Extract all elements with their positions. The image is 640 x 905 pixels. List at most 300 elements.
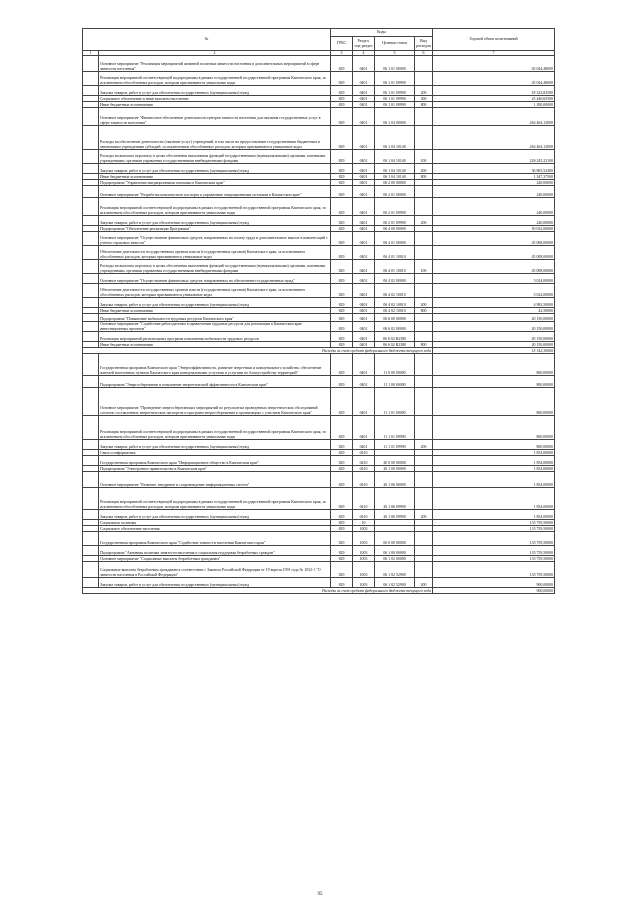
row-expense-type [415, 108, 433, 126]
row-sum: 1 347,37500 [433, 174, 555, 180]
row-num-cell [83, 488, 99, 510]
row-name: Иные бюджетные ассигнования [99, 308, 331, 314]
row-target-article: 20 1 06 09990 [375, 510, 415, 520]
table-row [83, 388, 555, 416]
table-row [83, 562, 555, 578]
row-grbs: 829 [331, 578, 353, 588]
row-target-article: 06 4 01 10010 [375, 246, 415, 260]
row-sum: 1 854,00000 [433, 488, 555, 510]
row-name: Иные бюджетные ассигнования [99, 342, 331, 348]
row-sum: 45 044,48000 [433, 56, 555, 72]
table-row [83, 298, 555, 308]
row-sum: 25 440,65500 [433, 96, 555, 102]
row-name: Закупка товаров, работ и услуг для обеспечения государственных (муниципальных) нужд [99, 86, 331, 96]
row-target-article: 06 1 01 09990 [375, 86, 415, 96]
row-grbs: 829 [331, 86, 353, 96]
row-num-cell [83, 376, 99, 388]
row-target-article: 20 1 06 09990 [375, 488, 415, 510]
row-razdel: 0401 [353, 260, 375, 274]
header-num: № [83, 29, 331, 51]
row-sum: 1 854,00000 [433, 466, 555, 472]
row-sum: 42,50000 [433, 308, 555, 314]
row-razdel: 0401 [353, 274, 375, 284]
row-razdel: 0401 [353, 322, 375, 332]
row-name: Иные бюджетные ассигнования [99, 174, 331, 180]
row-expense-type: 200 [415, 510, 433, 520]
row-num-cell [83, 354, 99, 376]
row-sum: 240,00000 [433, 180, 555, 186]
row-grbs: 829 [331, 546, 353, 556]
row-name: Государственная программа Камчатского края "Информационное общество в Камчатском крае" [99, 456, 331, 466]
row-name: Расходы на выплаты персоналу в целях обеспечения выполнения функций государственными (муниципальными) органами, казенными учреждениями, органами управления государственными внебюджетными фондами [99, 260, 331, 274]
row-target-article: 06 1 01 09990 [375, 96, 415, 102]
row-sum: 800,00000 [433, 440, 555, 450]
row-grbs: 829 [331, 532, 353, 546]
row-sum: 135 759,50000 [433, 526, 555, 532]
table-row [83, 108, 555, 126]
row-sum: 1 854,00000 [433, 510, 555, 520]
row-grbs: 829 [331, 562, 353, 578]
row-razdel: 0410 [353, 466, 375, 472]
row-target-article: 06 1 02 52900 [375, 578, 415, 588]
row-grbs: 829 [331, 246, 353, 260]
page-number: 95 [317, 892, 323, 897]
row-num-cell [83, 322, 99, 332]
row-num-cell [83, 260, 99, 274]
row-grbs: 829 [331, 198, 353, 216]
row-num-cell [83, 126, 99, 150]
row-name: Закупка товаров, работ и услуг для обеспечения государственных (муниципальных) нужд [99, 440, 331, 450]
row-name: Закупка товаров, работ и услуг для обеспечения государственных (муниципальных) нужд [99, 164, 331, 174]
table-header [83, 29, 555, 56]
row-sum: 135 759,50000 [433, 532, 555, 546]
row-sum: 45 008,00000 [433, 246, 555, 260]
row-target-article: 06 0 00 00000 [375, 532, 415, 546]
row-name: Государственная программа Камчатского края "Энергоэффективность, развитие энергетики и коммунального хозяйства, обеспечение жителей населенных пунктов Камчатского края коммунальными услугами и услугами по благоустройству территорий" [99, 354, 331, 376]
row-grbs: 829 [331, 174, 353, 180]
row-expense-type: 100 [415, 260, 433, 274]
row-target-article: 06 2 01 00000 [375, 186, 415, 198]
row-expense-type [415, 562, 433, 578]
row-razdel: 0401 [353, 126, 375, 150]
row-expense-type: 800 [415, 102, 433, 108]
row-grbs: 829 [331, 274, 353, 284]
row-target-article: 06 6 00 00000 [375, 314, 415, 322]
row-name: Подпрограмма "Активная политика занятости населения и социальная поддержка безработных граждан" [99, 546, 331, 556]
row-expense-type [415, 376, 433, 388]
row-grbs: 829 [331, 308, 353, 314]
row-grbs: 829 [331, 556, 353, 562]
row-name: Основное мероприятие "Реализация мероприятий активной политики занятости населения и дополнительных мероприятий в сфере занятости населения" [99, 56, 331, 72]
table-row [83, 246, 555, 260]
row-expense-type [415, 456, 433, 466]
row-sum: 1 854,00000 [433, 450, 555, 456]
row-name: Основное мероприятие "Финансовое обеспечение деятельности центров занятости населения для оказания государственных услуг в сфере занятости населения" [99, 108, 331, 126]
row-expense-type: 800 [415, 174, 433, 180]
row-grbs: 829 [331, 332, 353, 342]
row-razdel: 0401 [353, 376, 375, 388]
row-grbs: 829 [331, 472, 353, 488]
row-name: Обеспечение деятельности государственных органов власти (государственных органов) Камчатского края, за исключением обособленных расходов, которым присваиваются уникальные коды [99, 284, 331, 298]
row-target-article: 06 4 02 10010 [375, 284, 415, 298]
row-sum: 5 024,00000 [433, 274, 555, 284]
row-razdel: 1003 [353, 526, 375, 532]
row-target-article: 11 1 01 09990 [375, 416, 415, 440]
row-expense-type [415, 274, 433, 284]
row-target-article: 06 2 00 00000 [375, 180, 415, 186]
row-target-article: 06 1 01 09990 [375, 102, 415, 108]
row-expense-type [415, 416, 433, 440]
table-row [83, 86, 555, 96]
row-expense-type: 800 [415, 308, 433, 314]
table-row [83, 186, 555, 198]
row-name: Реализация мероприятий региональных программ повышения мобильности трудовых ресурсов [99, 332, 331, 342]
row-num-cell [83, 108, 99, 126]
row-razdel: 0401 [353, 72, 375, 86]
note-sum: 15 142,30000 [433, 348, 555, 354]
row-grbs: 829 [331, 520, 353, 526]
row-sum: 240,00000 [433, 198, 555, 216]
row-name: Связь и информатика [99, 450, 331, 456]
row-grbs: 829 [331, 526, 353, 532]
row-num-cell [83, 274, 99, 284]
row-num-cell [83, 56, 99, 72]
row-sum: 264 464,12000 [433, 126, 555, 150]
row-name: Реализация мероприятий соответствующей подпрограммы в рамках государственной государственной программы Камчатского края, за исключением обособленных расходов, которым присваиваются уникальные коды [99, 416, 331, 440]
row-grbs: 829 [331, 226, 353, 232]
row-name: Закупка товаров, работ и услуг для обеспечения государственных (муниципальных) нужд [99, 298, 331, 308]
row-sum: 135 759,50000 [433, 520, 555, 526]
row-razdel: 0410 [353, 510, 375, 520]
row-razdel: 0401 [353, 96, 375, 102]
row-num-cell [83, 246, 99, 260]
row-razdel: 0410 [353, 488, 375, 510]
table-row [83, 126, 555, 150]
row-expense-type [415, 186, 433, 198]
row-razdel: 0410 [353, 472, 375, 488]
table-row [83, 150, 555, 164]
table-row [83, 260, 555, 274]
row-expense-type [415, 126, 433, 150]
table-row [83, 232, 555, 246]
index-cell: 6 [415, 51, 433, 56]
row-expense-type [415, 332, 433, 342]
row-num-cell [83, 150, 99, 164]
row-grbs: 829 [331, 450, 353, 456]
row-razdel: 0401 [353, 342, 375, 348]
row-num-cell [83, 298, 99, 308]
row-num-cell [83, 388, 99, 416]
row-sum: 45 008,00000 [433, 232, 555, 246]
row-razdel: 0410 [353, 450, 375, 456]
row-num-cell [83, 578, 99, 588]
row-razdel: 1003 [353, 556, 375, 562]
table-row [83, 198, 555, 216]
row-razdel: 0401 [353, 246, 375, 260]
row-sum: 1 854,00000 [433, 472, 555, 488]
row-name: Иные бюджетные ассигнования [99, 102, 331, 108]
row-sum: 240,00000 [433, 216, 555, 226]
table-row [83, 322, 555, 332]
row-razdel: 0401 [353, 332, 375, 342]
row-expense-type [415, 314, 433, 322]
row-name: Подпрограмма "Электронное правительство в Камчатском крае" [99, 466, 331, 472]
row-expense-type: 200 [415, 578, 433, 588]
row-razdel: 0401 [353, 298, 375, 308]
header-vr: Вид расходов [415, 37, 433, 51]
row-target-article: 06 6 02 R2380 [375, 342, 415, 348]
row-target-article: 06 4 01 00000 [375, 232, 415, 246]
row-grbs: 829 [331, 388, 353, 416]
row-grbs: 829 [331, 96, 353, 102]
row-name: Социальное обеспечение населения [99, 526, 331, 532]
table-row [83, 274, 555, 284]
row-sum: 20 150,00000 [433, 342, 555, 348]
federal-budget-note-row [83, 588, 555, 594]
row-sum: 900,00000 [433, 578, 555, 588]
row-expense-type: 200 [415, 216, 433, 226]
row-sum: 5 024,00000 [433, 284, 555, 298]
row-sum: 45 044,48000 [433, 72, 555, 86]
row-name: Основное мероприятие "Разработка комплексного паспорта к управлению миграционными потоками в Камчатском крае" [99, 186, 331, 198]
header-cs: Целевая статья [375, 37, 415, 51]
row-razdel: 10 [353, 520, 375, 526]
row-name: Социальная политика [99, 520, 331, 526]
row-name: Государственная программа Камчатского края "Содействие занятости населения Камчатского края" [99, 532, 331, 546]
row-razdel: 0401 [353, 150, 375, 164]
row-target-article: 06 6 02 R2380 [375, 332, 415, 342]
row-name: Реализация мероприятий соответствующей подпрограммы в рамках государственной государственной программы Камчатского края, за исключением обособленных расходов, которым присваиваются уникальные коды [99, 72, 331, 86]
row-expense-type: 100 [415, 150, 433, 164]
row-expense-type [415, 472, 433, 488]
table-row [83, 56, 555, 72]
row-num-cell [83, 332, 99, 342]
row-expense-type [415, 532, 433, 546]
row-razdel: 0401 [353, 108, 375, 126]
row-razdel: 1003 [353, 546, 375, 556]
row-razdel: 0401 [353, 308, 375, 314]
row-name: Обеспечение деятельности государственных органов власти (государственных органов) Камчатского края, за исключением обособленных расходов, которым присваиваются уникальные коды [99, 246, 331, 260]
row-razdel: 0401 [353, 174, 375, 180]
row-name: Социальное обеспечение и иные выплаты населению [99, 96, 331, 102]
row-target-article: 11 1 01 09990 [375, 440, 415, 450]
row-expense-type: 200 [415, 440, 433, 450]
index-cell: 5 [375, 51, 415, 56]
row-grbs: 829 [331, 232, 353, 246]
row-name: Подпрограмма "Управление миграционными потоками в Камчатском крае" [99, 180, 331, 186]
row-razdel: 0401 [353, 226, 375, 232]
row-sum: 226 245,22100 [433, 150, 555, 164]
row-sum: 4 982,50000 [433, 298, 555, 308]
row-grbs: 829 [331, 284, 353, 298]
row-razdel: 0401 [353, 416, 375, 440]
row-grbs: 829 [331, 440, 353, 450]
row-razdel: 0401 [353, 354, 375, 376]
row-target-article: 06 1 04 00000 [375, 108, 415, 126]
row-expense-type: 200 [415, 298, 433, 308]
index-cell: 7 [433, 51, 555, 56]
table-row [83, 488, 555, 510]
row-grbs: 829 [331, 314, 353, 322]
row-name: Расходы на обеспечение деятельности (оказание услуг) учреждений, в том числе на предоставление государственным бюджетным и автономным учреждениям субсидий, за исключением обособленных расходов, которым присваиваются уникальные коды [99, 126, 331, 150]
row-grbs: 829 [331, 376, 353, 388]
row-sum: 800,00000 [433, 388, 555, 416]
row-razdel: 0401 [353, 314, 375, 322]
row-expense-type [415, 56, 433, 72]
row-name: Основное мероприятие "Проведение энергосберегающих мероприятий по результатам проведенных энергетических обследований согласно составленных энергетических паспортов и программ энергосбережения в организациях с участием Камчатского края" [99, 388, 331, 416]
row-razdel: 0401 [353, 284, 375, 298]
row-target-article: 06 1 00 00000 [375, 546, 415, 556]
row-grbs: 829 [331, 164, 353, 174]
row-grbs: 829 [331, 298, 353, 308]
table-row [83, 472, 555, 488]
row-target-article: 06 1 04 10140 [375, 164, 415, 174]
header-grbs: ГРБС [331, 37, 353, 51]
note-sum: 900,00000 [433, 588, 555, 594]
row-name: Подпрограмма "Обеспечение реализации Программы" [99, 226, 331, 232]
row-grbs: 829 [331, 102, 353, 108]
row-target-article: 06 4 01 10010 [375, 260, 415, 274]
row-target-article: 06 1 04 10140 [375, 126, 415, 150]
row-name: Основное мероприятие "Осуществление финансовых средств, направленных на оплату труда и дополнительных выплат в компенсаций с учетом страховых взносов" [99, 232, 331, 246]
row-sum: 20 150,00000 [433, 332, 555, 342]
row-expense-type [415, 546, 433, 556]
budget-sheet [82, 28, 554, 594]
row-expense-type [415, 388, 433, 416]
row-target-article: 06 1 01 09990 [375, 72, 415, 86]
table-row [83, 354, 555, 376]
table-row [83, 332, 555, 342]
row-num-cell [83, 440, 99, 450]
row-num-cell [83, 72, 99, 86]
row-num-cell [83, 86, 99, 96]
table-row [83, 284, 555, 298]
row-num-cell [83, 232, 99, 246]
row-expense-type: 800 [415, 342, 433, 348]
header-razdel: Раздел, под-раздел [353, 37, 375, 51]
table-row [83, 456, 555, 466]
row-sum: 1 854,00000 [433, 456, 555, 466]
index-cell: 4 [353, 51, 375, 56]
row-target-article: 11 1 00 00000 [375, 376, 415, 388]
row-expense-type [415, 354, 433, 376]
row-name: Социальные выплаты безработным гражданам в соответствии с Законом Российской Федерации от 19 апреля 1991 года № 1032-1 "О занятости населения в Российской Федерации" [99, 562, 331, 578]
table-row [83, 72, 555, 86]
row-grbs: 829 [331, 354, 353, 376]
row-razdel: 0401 [353, 186, 375, 198]
row-expense-type [415, 232, 433, 246]
row-grbs: 829 [331, 150, 353, 164]
row-expense-type: 300 [415, 96, 433, 102]
row-razdel: 0410 [353, 456, 375, 466]
row-razdel: 0401 [353, 56, 375, 72]
row-name: Подпрограмма "Энергосбережение и повышение энергетической эффективности в Камчатском крае" [99, 376, 331, 388]
row-target-article: 06 1 04 10140 [375, 174, 415, 180]
note-text: Расходы за счет средств федерального бюджета текущего года [83, 348, 433, 354]
index-cell: 3 [331, 51, 353, 56]
row-expense-type: 200 [415, 86, 433, 96]
row-name: Основное мероприятие "Развитие, внедрение и сопровождение информационных систем" [99, 472, 331, 488]
table-row [83, 532, 555, 546]
row-grbs: 829 [331, 342, 353, 348]
row-sum: 1 280,00000 [433, 102, 555, 108]
row-name: Основное мероприятие "Осуществление финансовых средств, направленных на обеспечение государственных нужд" [99, 274, 331, 284]
row-expense-type [415, 72, 433, 86]
row-expense-type [415, 488, 433, 510]
table-row [83, 376, 555, 388]
row-sum: 135 759,50000 [433, 546, 555, 556]
row-num-cell [83, 186, 99, 198]
row-razdel: 0401 [353, 232, 375, 246]
row-num-cell [83, 216, 99, 226]
row-name: Основное мероприятие "Социальные выплаты безработным гражданам" [99, 556, 331, 562]
row-grbs: 829 [331, 186, 353, 198]
row-sum: 18 323,82500 [433, 86, 555, 96]
row-name: Реализация мероприятий соответствующей подпрограммы в рамках государственной государственной программы Камчатского края, за исключением обособленных расходов, которым присваиваются уникальные коды [99, 488, 331, 510]
row-sum: 240,00000 [433, 186, 555, 198]
row-target-article: 06 1 02 52900 [375, 562, 415, 578]
row-sum: 135 759,50000 [433, 556, 555, 562]
row-sum: 50 032,00000 [433, 226, 555, 232]
row-target-article: 06 4 02 10010 [375, 298, 415, 308]
row-razdel: 1003 [353, 562, 375, 578]
row-grbs: 829 [331, 216, 353, 226]
row-num-cell [83, 456, 99, 466]
row-name: Закупка товаров, работ и услуг для обеспечения государственных (муниципальных) нужд [99, 578, 331, 588]
row-sum: 800,00000 [433, 376, 555, 388]
table-row [83, 440, 555, 450]
row-num-cell [83, 510, 99, 520]
row-razdel: 0401 [353, 86, 375, 96]
row-target-article: 06 4 02 00000 [375, 274, 415, 284]
row-num-cell [83, 314, 99, 322]
row-num-cell [83, 416, 99, 440]
row-grbs: 829 [331, 72, 353, 86]
table-row [83, 164, 555, 174]
row-num-cell [83, 164, 99, 174]
row-razdel: 0401 [353, 388, 375, 416]
table-body [83, 56, 555, 594]
row-target-article: 11 0 00 00000 [375, 354, 415, 376]
row-sum: 135 759,50000 [433, 562, 555, 578]
row-razdel: 0401 [353, 180, 375, 186]
row-razdel: 1003 [353, 578, 375, 588]
row-target-article: 06 1 04 10140 [375, 150, 415, 164]
row-razdel: 0401 [353, 198, 375, 216]
table-row [83, 546, 555, 556]
row-grbs: 829 [331, 56, 353, 72]
row-expense-type [415, 246, 433, 260]
table-row [83, 416, 555, 440]
row-target-article: 06 2 01 09990 [375, 216, 415, 226]
row-sum: 45 008,00000 [433, 260, 555, 274]
row-target-article: 06 6 02 00000 [375, 322, 415, 332]
row-target-article: 06 4 02 10010 [375, 308, 415, 314]
row-sum: 36 865,52400 [433, 164, 555, 174]
table-row [83, 578, 555, 588]
row-name: Подпрограмма "Повышение мобильности трудовых ресурсов Камчатского края" [99, 314, 331, 322]
row-name: Расходы на выплаты персоналу в целях обеспечения выполнения функций государственными (муниципальными) органами, казенными учреждениями, органами управления государственными внебюджетными фондами [99, 150, 331, 164]
header-sum: Годовой объем ассигнований [433, 29, 555, 51]
index-cell: 1 [83, 51, 99, 56]
row-sum: 800,00000 [433, 416, 555, 440]
row-num-cell [83, 198, 99, 216]
table-row [83, 510, 555, 520]
row-num-cell [83, 472, 99, 488]
row-grbs: 829 [331, 126, 353, 150]
row-target-article: 20 1 06 00000 [375, 472, 415, 488]
table-row [83, 314, 555, 322]
